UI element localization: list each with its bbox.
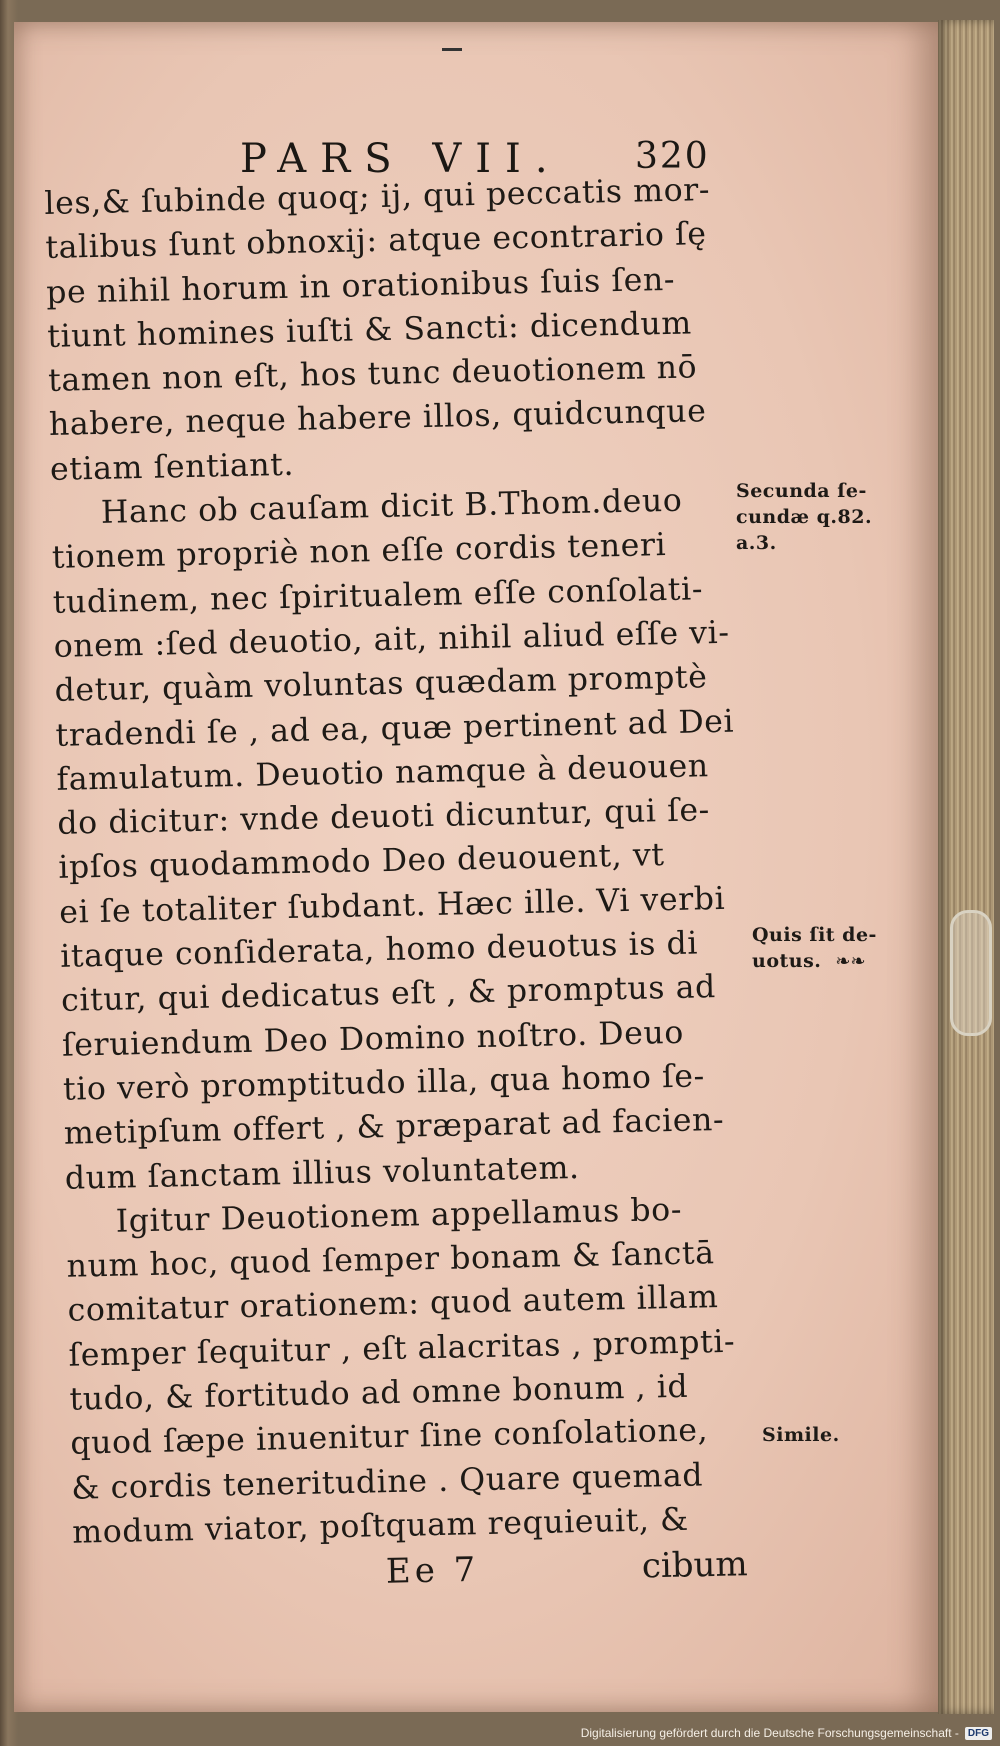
margin-note-line: a.3.	[736, 532, 777, 554]
text-line: modum viator, poſtquam requieuit, &	[71, 1501, 690, 1551]
page-edges	[938, 20, 994, 1714]
text-line: pe nihil horum in orationibus ſuis ſen-	[45, 261, 676, 311]
text-line: ipſos quodammodo Deo deuouent, vt	[57, 837, 665, 887]
text-line: tudo, & fortitudo ad omne bonum , id	[69, 1368, 689, 1418]
margin-note-simile: Simile.	[762, 1424, 840, 1446]
text-line: famulatum. Deuotio namque à deuouen	[56, 748, 710, 798]
margin-note-definition	[752, 922, 877, 975]
text-line: num hoc, quod ſemper bonam & ſanctā	[66, 1235, 715, 1285]
text-line: ſemper ſequitur , eſt alacritas , prompti-	[68, 1323, 736, 1374]
text-line: tamen non eſt, hos tunc deuotionem nō	[47, 349, 698, 400]
text-line: dum ſanctam illius voluntatem.	[64, 1149, 580, 1197]
dfg-logo: DFG	[965, 1727, 992, 1740]
text-line: les,& ſubinde quoq; ij, qui peccatis mor-	[44, 172, 711, 222]
text-line: detur, quàm voluntas quædam promptè	[54, 659, 708, 710]
page-footer	[386, 1544, 747, 1602]
text-line: itaque conſiderata, homo deuotus is di	[59, 925, 699, 975]
main-text-block	[44, 168, 763, 1555]
credit-text: Digitalisierung gefördert durch die Deutsche Forschungsgemeinschaft -	[580, 1726, 959, 1740]
signature-mark: Ee 7	[385, 1549, 480, 1592]
text-line: etiam ſentiant.	[49, 446, 295, 488]
text-line: talibus ſunt obnoxij: atque econtrario ſę	[45, 216, 707, 267]
margin-note-reference	[736, 478, 872, 556]
catchword: cibum	[641, 1544, 749, 1587]
text-line: tio verò promptitudo illa, qua homo ſe-	[62, 1058, 706, 1108]
text-line: quod ſæpe inuenitur ſine conſolatione,	[70, 1412, 709, 1463]
text-line: habere, neque habere illos, quidcunque	[48, 393, 707, 444]
book-clasp	[950, 910, 992, 1036]
digitization-credit	[581, 1724, 992, 1742]
paragraph-start-line: Igitur Deuotionem appellamus bo-	[115, 1191, 683, 1240]
text-line: metipſum offert , & præparat ad facien-	[63, 1102, 725, 1153]
text-line: tradendi ſe , ad ea, quæ pertinent ad Dei	[55, 703, 735, 754]
paragraph-start-line: Hanc ob cauſam dicit B.Thom.deuo	[100, 482, 683, 531]
text-line: onem :ſed deuotio, ait, nihil aliud eſſe vi-	[53, 614, 730, 665]
flourish-ornament-icon: ❧❧	[835, 951, 866, 972]
page-number: 320	[635, 136, 710, 177]
top-mark	[442, 48, 462, 51]
margin-note-line: cundæ q.82.	[736, 506, 873, 528]
text-line: ſeruiendum Deo Domino noſtro. Deuo	[61, 1014, 685, 1064]
text-line: citur, qui dedicatus eſt , & promptus ad	[60, 969, 717, 1020]
text-line: tudinem, nec ſpiritualem eſſe conſolati-	[52, 570, 704, 621]
text-line: tionem propriè non eſſe cordis teneri	[51, 527, 667, 577]
margin-note-line: uotus.	[752, 950, 822, 972]
margin-note-line: Quis ſit de-	[752, 924, 877, 946]
text-line: tiunt homines iuſti & Sancti: dicendum	[46, 305, 693, 355]
text-line: comitatur orationem: quod autem illam	[67, 1279, 719, 1330]
running-title: PARS VII.	[240, 136, 562, 182]
margin-note-line: Secunda ſe-	[736, 480, 867, 502]
text-line: ei ſe totaliter ſubdant. Hæc ille. Vi verbi	[58, 880, 726, 931]
text-line: & cordis teneritudine . Quare quemad	[70, 1457, 704, 1507]
text-line: do dicitur: vnde deuoti dicuntur, qui ſe-	[57, 792, 711, 843]
